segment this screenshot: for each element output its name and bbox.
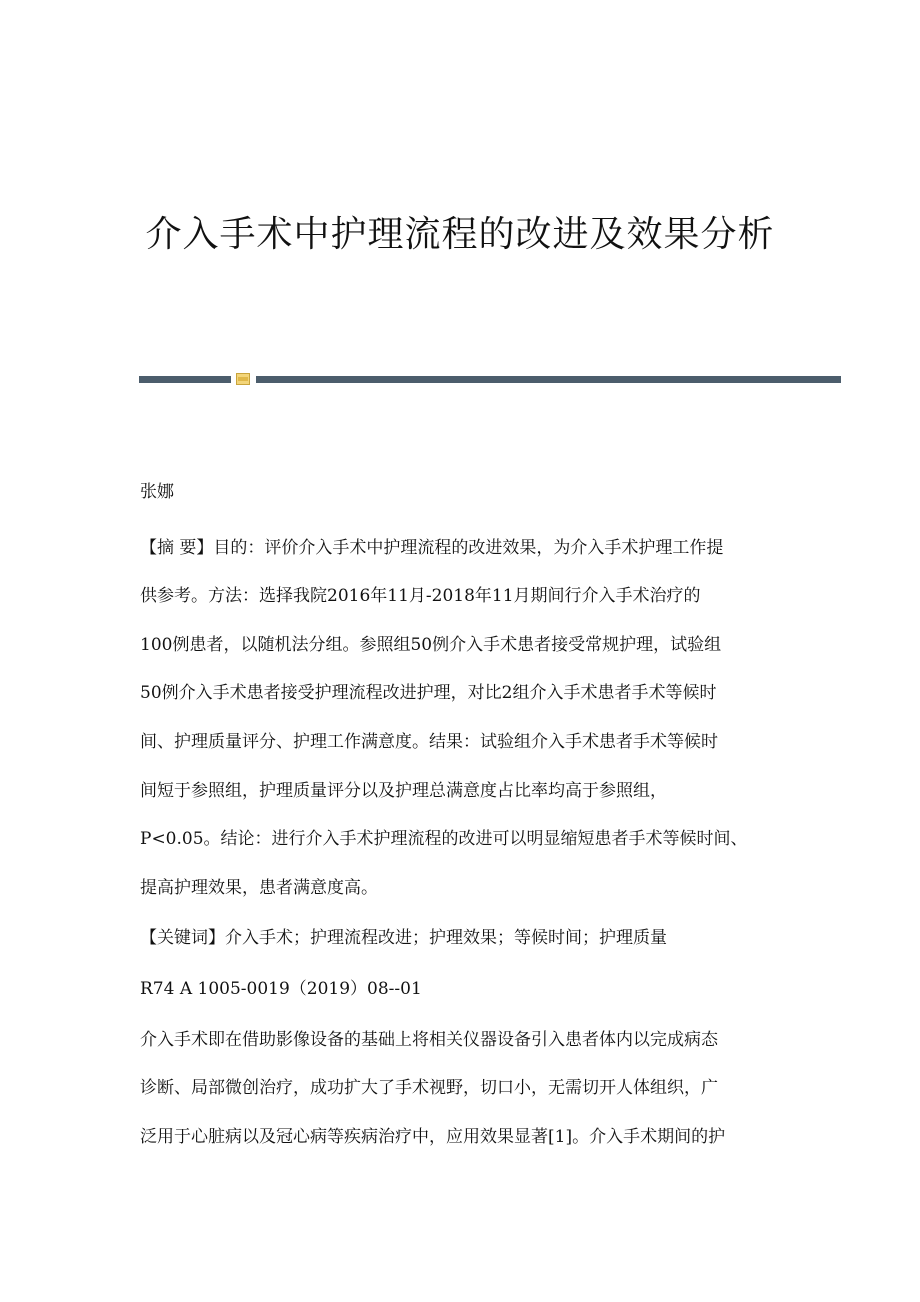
classification-line: R74 A 1005-0019（2019）08--01	[140, 978, 422, 999]
abstract-line: P<0.05。结论：进行介入手术护理流程的改进可以明显缩短患者手术等候时间、	[140, 829, 748, 850]
divider-ornament-icon	[236, 373, 250, 385]
body-paragraph	[140, 1016, 780, 1162]
author-name: 张娜	[140, 482, 174, 502]
abstract-line: 50例介入手术患者接受护理流程改进护理，对比2组介入手术患者手术等候时	[140, 683, 717, 704]
abstract-line: 间、护理质量评分、护理工作满意度。结果：试验组介入手术患者手术等候时	[140, 731, 718, 752]
abstract-line: 【摘 要】目的：评价介入手术中护理流程的改进效果，为介入手术护理工作提	[140, 537, 724, 558]
abstract-line: 提高护理效果，患者满意度高。	[140, 877, 378, 898]
body-line: 介入手术即在借助影像设备的基础上将相关仪器设备引入患者体内以完成病态	[140, 1029, 718, 1050]
title-divider	[139, 372, 841, 386]
document-body	[140, 468, 780, 1161]
abstract-line: 100例患者，以随机法分组。参照组50例介入手术患者接受常规护理，试验组	[140, 634, 722, 655]
divider-bar-left	[139, 376, 231, 383]
body-line: 泛用于心脏病以及冠心病等疾病治疗中，应用效果显著[1]。介入手术期间的护	[140, 1126, 726, 1147]
abstract-block	[140, 524, 780, 913]
body-line: 诊断、局部微创治疗，成功扩大了手术视野，切口小，无需切开人体组织，广	[140, 1078, 718, 1099]
divider-bar-right	[256, 376, 841, 383]
document-title: 介入手术中护理流程的改进及效果分析	[145, 214, 775, 255]
abstract-line: 供参考。方法：选择我院2016年11月-2018年11月期间行介入手术治疗的	[140, 586, 701, 607]
keywords-line: 【关键词】介入手术；护理流程改进；护理效果；等候时间；护理质量	[140, 928, 667, 949]
abstract-line: 间短于参照组，护理质量评分以及护理总满意度占比率均高于参照组，	[140, 780, 667, 801]
